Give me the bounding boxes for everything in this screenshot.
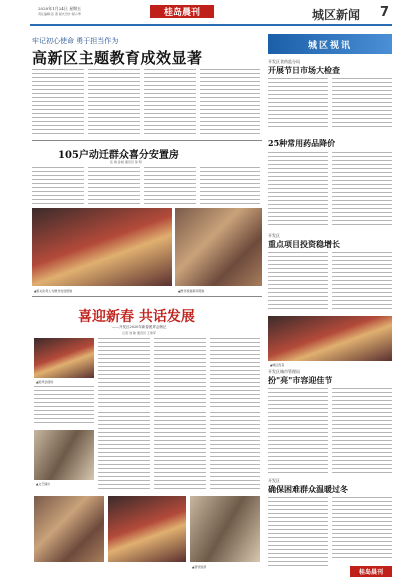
side-photo-caption: ▲城区夜景 (270, 363, 285, 367)
page-number: 7 (380, 5, 390, 20)
spring-photo-bottom-1 (34, 496, 104, 562)
spring-byline: 记者 刘 敏 通讯员 王建军 (122, 331, 156, 335)
masthead (0, 0, 402, 30)
spring-subhead: ——开发区2020年新春团拜会侧记 (112, 325, 167, 329)
relocation-byline: 张 敏 孙晨 通讯员 徐 明 (110, 160, 142, 164)
spring-headline: 喜迎新春 共话发展 (78, 309, 195, 325)
relocation-caption-right: ▲群众领到新房钥匙 (178, 289, 205, 293)
spring-body-col-2 (154, 338, 206, 408)
side-news-4-body-a (268, 388, 328, 474)
side-news-4-body-b (332, 388, 392, 474)
lead-body-col-1 (32, 69, 84, 134)
relocation-body-col-4 (200, 167, 260, 205)
footer-logo (350, 566, 392, 577)
side-news-2-body-b (332, 152, 392, 228)
paper-logo (150, 5, 214, 18)
spring-body-col-7 (210, 412, 260, 492)
side-news-5-kicker: 开发区 (268, 478, 280, 483)
side-news-3-kicker: 开发区 (268, 233, 280, 238)
side-news-2-body-a (268, 152, 328, 228)
section-title: 城区新闻 (312, 8, 361, 22)
side-news-2-headline: 25种常用药品降价 (268, 138, 336, 148)
footer-logo-text: 桂岛晨刊 (358, 569, 383, 576)
lead-kicker: 牢记初心使命 勇于担当作为 (32, 37, 119, 45)
relocation-photo-right (175, 208, 262, 286)
side-news-3-body-a (268, 252, 328, 312)
lead-body-col-2 (88, 69, 140, 134)
relocation-body-col-3 (144, 167, 196, 205)
lead-body-col-3 (144, 69, 196, 134)
spring-photo-bottom-2 (108, 496, 186, 562)
side-news-5-body-a (268, 497, 328, 567)
spring-body-col-6 (154, 412, 206, 492)
side-news-5-body-b (332, 497, 392, 561)
side-news-1-body-a (268, 78, 328, 130)
relocation-divider (32, 140, 262, 141)
date-line: 2020年1月24日 星期五 (38, 6, 82, 11)
spring-body-col-1 (98, 338, 150, 408)
side-news-4-headline: 扮"亮"市容迎佳节 (268, 375, 333, 385)
masthead-rule (30, 24, 392, 26)
spring-body-col-4 (34, 386, 94, 426)
relocation-caption-left: ▲相关负责人为群众发放钥匙 (34, 289, 73, 293)
spring-caption-3: ▲领导致辞 (192, 565, 207, 569)
editor-line: 责任编辑:张 燕 版式设计:程小琴 (38, 12, 81, 16)
relocation-body-col-1 (32, 167, 84, 205)
relocation-photo-left (32, 208, 172, 286)
side-banner (268, 34, 392, 54)
side-news-3-headline: 重点项目投资稳增长 (268, 239, 340, 249)
spring-caption-1: ▲团拜会现场 (36, 380, 54, 384)
lead-body-col-4 (200, 69, 260, 134)
spring-caption-2: ▲文艺演出 (36, 482, 51, 486)
side-news-3-body-b (332, 252, 392, 312)
relocation-headline: 105户动迁群众喜分安置房 (58, 150, 179, 161)
side-news-1-body-b (332, 78, 392, 130)
spring-photo-bottom-3 (190, 496, 260, 562)
lead-headline: 高新区主题教育成效显著 (32, 49, 203, 67)
relocation-body-col-2 (88, 167, 140, 205)
paper-name: 桂岛晨刊 (163, 8, 200, 18)
spring-body-col-3 (210, 338, 260, 408)
spring-body-col-5 (98, 412, 150, 492)
side-news-5-headline: 确保困难群众温暖过冬 (268, 484, 348, 494)
side-news-1-headline: 开展节日市场大检查 (268, 65, 340, 75)
side-news-4-kicker: 开发区城市管理局 (268, 369, 300, 374)
side-banner-text: 城区视讯 (307, 40, 352, 51)
spring-photo-top (34, 338, 94, 378)
spring-photo-mid (34, 430, 94, 480)
side-photo (268, 316, 392, 361)
side-news-1-kicker: 开发区食药监分局 (268, 59, 300, 64)
